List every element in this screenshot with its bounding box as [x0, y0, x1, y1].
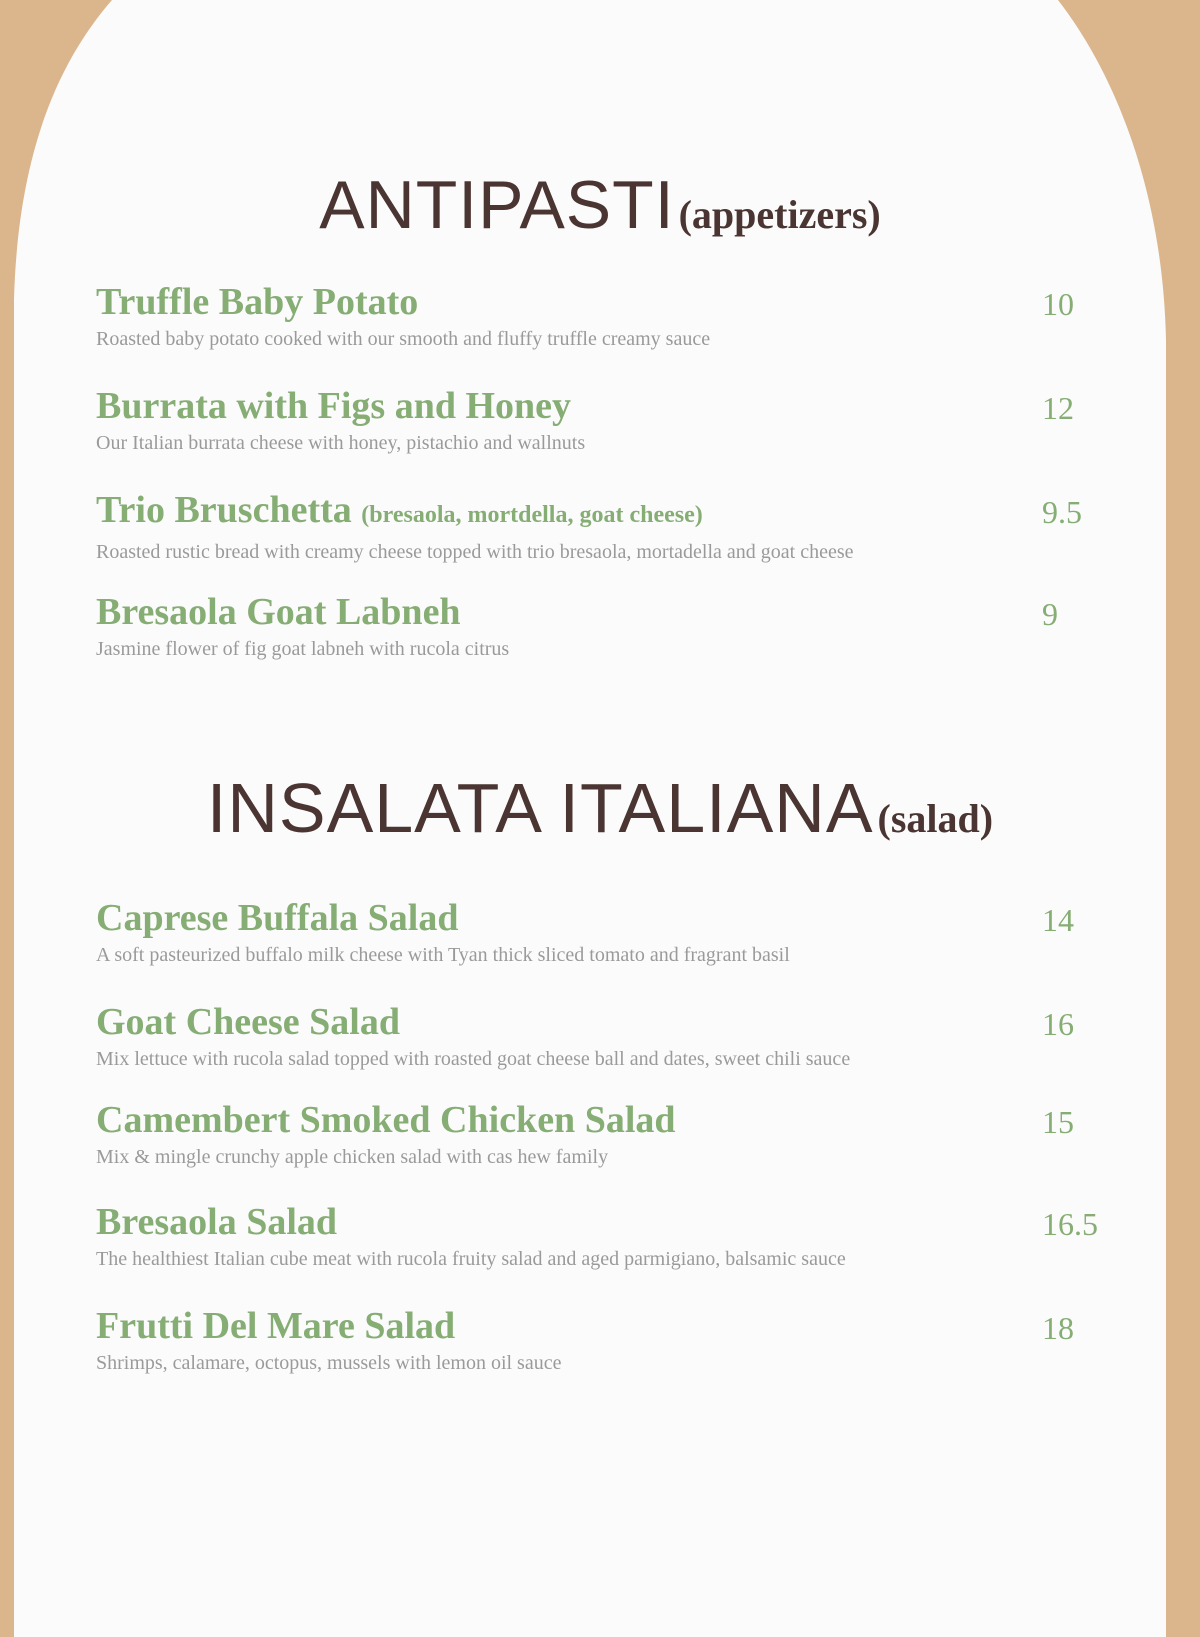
item-price: 15 [1042, 1104, 1074, 1140]
item-price: 18 [1042, 1310, 1074, 1346]
menu-item [96, 384, 1096, 456]
antipasti-heading [0, 166, 1200, 244]
item-name: Frutti Del Mare Salad [96, 1305, 456, 1347]
menu-item [96, 896, 1096, 968]
insalata-heading [0, 768, 1200, 848]
item-description: A soft pasteurized buffalo milk cheese with Tyan thick sliced tomato and fragrant basil [96, 944, 790, 966]
item-name: Bresaola Salad [96, 1201, 338, 1243]
insalata-subtitle: (salad) [877, 796, 994, 841]
item-description: Jasmine flower of fig goat labneh with rucola citrus [96, 638, 510, 660]
item-price: 9 [1042, 596, 1058, 632]
item-price: 16.5 [1042, 1206, 1098, 1242]
menu-item [96, 1200, 1096, 1272]
item-description: Our Italian burrata cheese with honey, pistachio and wallnuts [96, 432, 586, 454]
menu-item [96, 1304, 1096, 1376]
menu-item [96, 280, 1096, 352]
item-name: Bresaola Goat Labneh [96, 591, 461, 633]
insalata-title: INSALATA ITALIANA [206, 769, 874, 847]
item-price: 16 [1042, 1006, 1074, 1042]
item-description: The healthiest Italian cube meat with rucola fruity salad and aged parmigiano, balsamic sauce [96, 1248, 846, 1270]
item-description: Roasted baby potato cooked with our smooth and fluffy truffle creamy sauce [96, 328, 711, 350]
item-name: Camembert Smoked Chicken Salad [96, 1099, 676, 1141]
item-name: Trio Bruschetta (bresaola, mortdella, goat cheese) [96, 489, 703, 531]
antipasti-title: ANTIPASTI [319, 167, 675, 243]
item-description: Mix lettuce with rucola salad topped with roasted goat cheese ball and dates, sweet chili sauce [96, 1048, 851, 1070]
item-name: Caprese Buffala Salad [96, 897, 459, 939]
item-price: 9.5 [1042, 494, 1082, 530]
item-price: 14 [1042, 902, 1074, 938]
item-name: Goat Cheese Salad [96, 1001, 400, 1043]
item-price: 10 [1042, 286, 1074, 322]
item-note: (bresaola, mortdella, goat cheese) [361, 502, 703, 528]
menu-item [96, 1098, 1096, 1170]
item-description: Roasted rustic bread with creamy cheese topped with trio bresaola, mortadella and goat cheese [96, 541, 854, 563]
item-name: Burrata with Figs and Honey [96, 385, 572, 427]
item-description: Shrimps, calamare, octopus, mussels with lemon oil sauce [96, 1352, 562, 1374]
antipasti-subtitle: (appetizers) [678, 192, 881, 237]
menu-item [96, 590, 1096, 662]
menu-item [96, 488, 1096, 565]
menu-item [96, 1000, 1096, 1072]
item-description: Mix & mingle crunchy apple chicken salad with cas hew family [96, 1146, 609, 1168]
item-name: Truffle Baby Potato [96, 281, 419, 323]
item-price: 12 [1042, 390, 1074, 426]
